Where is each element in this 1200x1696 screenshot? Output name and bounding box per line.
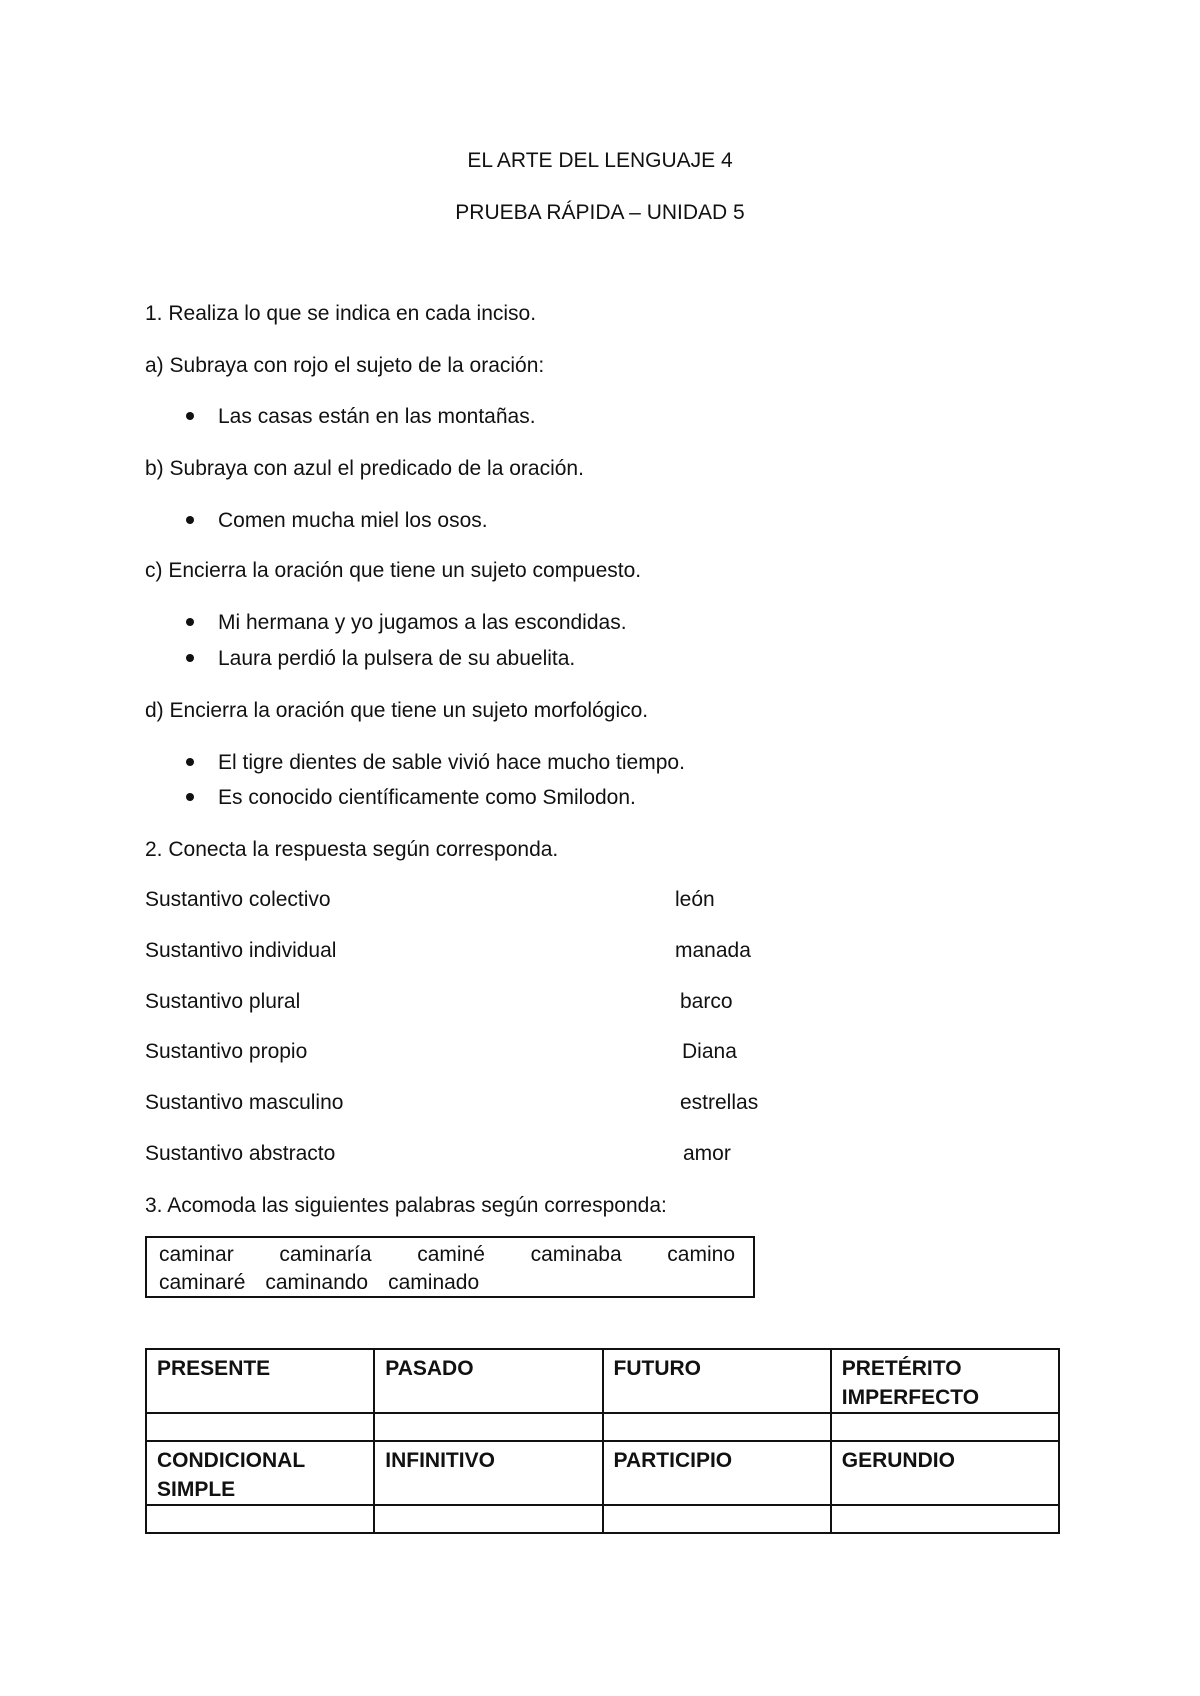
answer-cell[interactable] (831, 1413, 1059, 1441)
item-a-sentence: Las casas están en las montañas. (218, 405, 536, 428)
bullet-icon (186, 793, 194, 801)
item-d-sentence-2: Es conocido científicamente como Smilodon. (218, 786, 636, 809)
answer-cell[interactable] (831, 1505, 1059, 1533)
item-c-sentence-2: Laura perdió la pulsera de su abuelita. (218, 647, 576, 670)
match-left-item: Sustantivo individual (145, 939, 337, 962)
verb-tense-table (145, 1348, 1060, 1534)
match-right-item: amor (683, 1142, 731, 1165)
bullet-icon (186, 412, 194, 420)
item-b-sentence: Comen mucha miel los osos. (218, 509, 488, 532)
bullet-icon (186, 516, 194, 524)
match-left-item: Sustantivo abstracto (145, 1142, 336, 1165)
word-bank-word: caminaría (279, 1243, 372, 1266)
table-header-cell: PASADO (374, 1349, 602, 1413)
word-bank-word: caminaré (159, 1271, 246, 1294)
word-bank-word: caminé (417, 1243, 485, 1266)
bullet-icon (186, 654, 194, 662)
match-left-item: Sustantivo propio (145, 1040, 308, 1063)
word-bank-word: camino (667, 1243, 735, 1266)
section2-instruction: 2. Conecta la respuesta según corresponda. (145, 838, 559, 861)
item-c-sentence-1: Mi hermana y yo jugamos a las escondidas. (218, 611, 627, 634)
match-left-item: Sustantivo plural (145, 990, 301, 1013)
answer-cell[interactable] (603, 1505, 831, 1533)
word-bank-box (145, 1236, 755, 1298)
table-header-cell: INFINITIVO (374, 1441, 602, 1505)
bullet-icon (186, 758, 194, 766)
table-row (146, 1413, 1059, 1441)
item-d-sentence-1: El tigre dientes de sable vivió hace mucho tiempo. (218, 751, 685, 774)
bullet-icon (186, 618, 194, 626)
item-c-prompt: c) Encierra la oración que tiene un sujeto compuesto. (145, 559, 642, 582)
answer-cell[interactable] (146, 1413, 374, 1441)
table-row (146, 1441, 1059, 1505)
table-row (146, 1349, 1059, 1413)
match-left-item: Sustantivo colectivo (145, 888, 331, 911)
match-right-item: león (675, 888, 715, 911)
table-row (146, 1505, 1059, 1533)
table-header-cell: PRESENTE (146, 1349, 374, 1413)
section1-instruction: 1. Realiza lo que se indica en cada inciso. (145, 302, 537, 325)
document-subtitle: PRUEBA RÁPIDA – UNIDAD 5 (455, 201, 745, 224)
table-header-cell: FUTURO (603, 1349, 831, 1413)
word-bank-word: caminado (388, 1271, 480, 1294)
table-header-cell: PARTICIPIO (603, 1441, 831, 1505)
match-right-item: barco (680, 990, 733, 1013)
item-b-prompt: b) Subraya con azul el predicado de la oración. (145, 457, 584, 480)
match-right-item: Diana (682, 1040, 737, 1063)
table-header-cell: GERUNDIO (831, 1441, 1059, 1505)
section3-instruction: 3. Acomoda las siguientes palabras según corresponda: (145, 1194, 667, 1217)
match-left-item: Sustantivo masculino (145, 1091, 344, 1114)
document-title: EL ARTE DEL LENGUAJE 4 (467, 149, 733, 172)
item-d-prompt: d) Encierra la oración que tiene un sujeto morfológico. (145, 699, 649, 722)
match-right-item: manada (675, 939, 751, 962)
table-header-cell: PRETÉRITO IMPERFECTO (831, 1349, 1059, 1413)
word-bank-word: caminaba (530, 1243, 622, 1266)
answer-cell[interactable] (374, 1505, 602, 1533)
answer-cell[interactable] (146, 1505, 374, 1533)
item-a-prompt: a) Subraya con rojo el sujeto de la oración: (145, 354, 545, 377)
table-header-cell: CONDICIONAL SIMPLE (146, 1441, 374, 1505)
match-right-item: estrellas (680, 1091, 759, 1114)
word-bank-word: caminar (159, 1243, 234, 1266)
answer-cell[interactable] (374, 1413, 602, 1441)
answer-cell[interactable] (603, 1413, 831, 1441)
word-bank-word: caminando (265, 1271, 369, 1294)
